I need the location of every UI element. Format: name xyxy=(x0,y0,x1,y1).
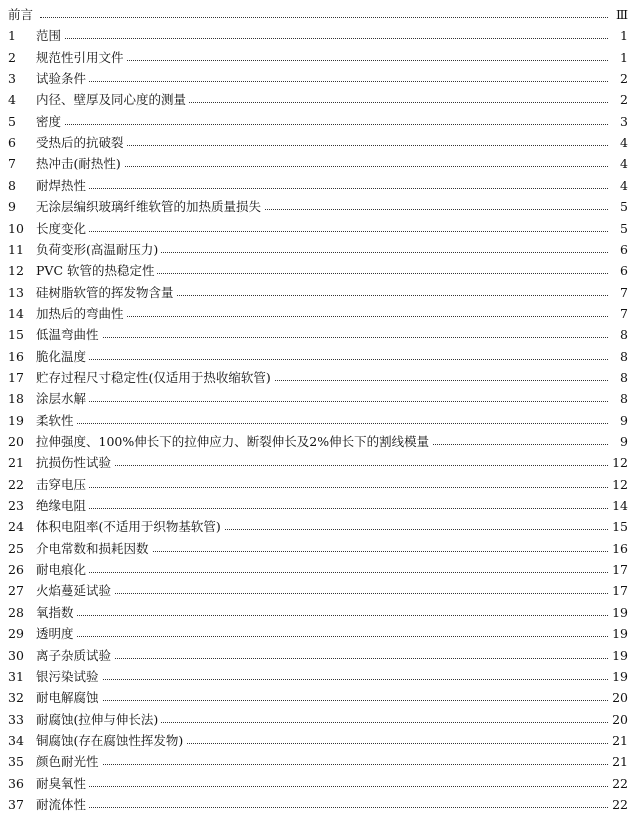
dot-leader xyxy=(40,124,612,125)
toc-entry-page: 19 xyxy=(609,602,628,624)
toc-entry-title: 银污染试验 xyxy=(36,666,102,688)
toc-entry-title: 铜腐蚀(存在腐蚀性挥发物) xyxy=(36,730,186,752)
toc-entry-title: 抗损伤性试验 xyxy=(36,452,114,474)
toc-entry[interactable] xyxy=(0,559,638,581)
dot-leader xyxy=(40,487,612,488)
toc-entry-number: 26 xyxy=(8,562,24,578)
toc-entry[interactable] xyxy=(0,47,638,69)
toc-entry-number: 15 xyxy=(8,327,24,343)
toc-entry-title: 耐电痕化 xyxy=(36,559,89,581)
toc-entry[interactable] xyxy=(0,111,638,133)
toc-entry-page: 9 xyxy=(609,431,628,453)
toc-entry-title: 长度变化 xyxy=(36,218,89,240)
toc-entry-page: 22 xyxy=(609,794,628,816)
toc-entry-page: 19 xyxy=(609,623,628,645)
toc-entry-number: 31 xyxy=(8,668,24,684)
toc-entry-number: 25 xyxy=(8,540,24,556)
toc-entry-number: 4 xyxy=(8,92,16,108)
toc-entry[interactable] xyxy=(0,282,638,304)
toc-entry-page: 1 xyxy=(609,47,628,69)
toc-entry-page: 4 xyxy=(609,175,628,197)
dot-leader xyxy=(40,807,612,808)
toc-entry[interactable] xyxy=(0,474,638,496)
toc-entry-page: 7 xyxy=(609,303,628,325)
toc-entry-page: 8 xyxy=(609,388,628,410)
toc-entry-page: 12 xyxy=(609,452,628,474)
dot-leader xyxy=(40,786,612,787)
toc-entry-number: 33 xyxy=(8,711,24,727)
toc-entry-page: 1 xyxy=(609,25,628,47)
toc-entry-page: 8 xyxy=(609,346,628,368)
toc-entry-title: 前言 xyxy=(8,4,36,26)
toc-entry-page: 15 xyxy=(609,516,628,538)
toc-entry[interactable] xyxy=(0,153,638,175)
toc-entry[interactable] xyxy=(0,324,638,346)
toc-entry-page: 3 xyxy=(609,111,628,133)
dot-leader xyxy=(40,615,612,616)
toc-entry[interactable] xyxy=(0,175,638,197)
toc-entry-title: 无涂层编织玻璃纤维软管的加热质量损失 xyxy=(36,196,264,218)
toc-entry-page: 4 xyxy=(609,132,628,154)
toc-entry-title: 贮存过程尺寸稳定性(仅适用于热收缩软管) xyxy=(36,367,274,389)
toc-entry-page: 6 xyxy=(609,260,628,282)
toc-entry-title: 拉伸强度、100%伸长下的拉伸应力、断裂伸长及2%伸长下的割线模量 xyxy=(36,431,432,453)
toc-entry[interactable] xyxy=(0,303,638,325)
toc-entry-title: 耐流体性 xyxy=(36,794,89,816)
toc-entry-number: 32 xyxy=(8,690,24,706)
toc-entry-page: 2 xyxy=(609,89,628,111)
toc-entry-title: 透明度 xyxy=(36,623,77,645)
toc-entry-page: 19 xyxy=(609,645,628,667)
toc-entry[interactable] xyxy=(0,645,638,667)
toc-entry[interactable] xyxy=(0,25,638,47)
toc-entry[interactable] xyxy=(0,68,638,90)
toc-entry-title: 介电常数和损耗因数 xyxy=(36,538,152,560)
toc-entry[interactable] xyxy=(0,218,638,240)
toc-entry[interactable] xyxy=(0,687,638,709)
dot-leader xyxy=(40,81,612,82)
dot-leader xyxy=(40,636,612,637)
toc-entry-number: 17 xyxy=(8,369,24,385)
dot-leader xyxy=(40,572,612,573)
dot-leader xyxy=(40,764,612,765)
toc-entry-title: 热冲击(耐热性) xyxy=(36,153,124,175)
toc-entry-number: 21 xyxy=(8,455,24,471)
toc-entry-title: 耐焊热性 xyxy=(36,175,89,197)
toc-entry-number: 24 xyxy=(8,519,24,535)
toc-entry[interactable] xyxy=(0,346,638,368)
dot-leader xyxy=(40,508,612,509)
dot-leader xyxy=(40,593,612,594)
toc-entry-title: 范围 xyxy=(36,25,64,47)
toc-entry-number: 2 xyxy=(8,49,16,65)
toc-entry-title: 氧指数 xyxy=(36,602,77,624)
dot-leader xyxy=(40,166,612,167)
toc-entry-page: 14 xyxy=(609,495,628,517)
toc-entry-title: 硅树脂软管的挥发物含量 xyxy=(36,282,177,304)
toc-entry-title: PVC 软管的热稳定性 xyxy=(36,260,157,282)
toc-entry-number: 37 xyxy=(8,796,24,812)
dot-leader xyxy=(40,188,612,189)
toc-entry-number: 6 xyxy=(8,135,16,151)
toc-entry[interactable] xyxy=(0,452,638,474)
toc-entry-page: 5 xyxy=(609,218,628,240)
toc-entry[interactable] xyxy=(0,602,638,624)
toc-entry-title: 加热后的弯曲性 xyxy=(36,303,127,325)
toc-entry-number: 3 xyxy=(8,71,16,87)
toc-entry-number: 20 xyxy=(8,434,24,449)
dot-leader xyxy=(40,679,612,680)
toc-entry-page: 5 xyxy=(609,196,628,218)
toc-entry-title: 火焰蔓延试验 xyxy=(36,580,114,602)
toc-entry-page: 4 xyxy=(609,153,628,175)
toc-entry[interactable] xyxy=(0,388,638,410)
toc-entry-title: 击穿电压 xyxy=(36,474,89,496)
toc-entry[interactable] xyxy=(0,623,638,645)
dot-leader xyxy=(40,401,612,402)
dot-leader xyxy=(40,17,612,18)
toc-entry[interactable] xyxy=(0,260,638,282)
toc-entry-title: 密度 xyxy=(36,111,64,133)
toc-entry-page: 16 xyxy=(609,538,628,560)
toc-entry-number: 14 xyxy=(8,305,24,321)
toc-entry[interactable] xyxy=(0,410,638,432)
toc-entry-page: 2 xyxy=(609,68,628,90)
toc-entry-title: 低温弯曲性 xyxy=(36,324,102,346)
toc-entry[interactable] xyxy=(0,132,638,154)
toc-entry-page: 9 xyxy=(609,410,628,432)
toc-entry-number: 13 xyxy=(8,284,24,300)
toc-entry-number: 28 xyxy=(8,604,24,620)
toc-entry[interactable] xyxy=(0,751,638,773)
toc-entry-page: 22 xyxy=(609,773,628,795)
toc-entry-page: 17 xyxy=(609,559,628,581)
toc-entry-number: 1 xyxy=(8,28,16,44)
toc-entry-title: 内径、壁厚及同心度的测量 xyxy=(36,89,189,111)
toc-entry-page: 12 xyxy=(609,474,628,496)
toc-entry-title: 离子杂质试验 xyxy=(36,645,114,667)
toc-entry-page: 8 xyxy=(609,324,628,346)
toc-entry-title: 脆化温度 xyxy=(36,346,89,368)
toc-entry-title: 试验条件 xyxy=(36,68,89,90)
toc-entry[interactable] xyxy=(0,4,638,26)
toc-entry-page: 6 xyxy=(609,239,628,261)
toc-entry[interactable] xyxy=(0,709,638,731)
toc-entry[interactable] xyxy=(0,730,638,752)
toc-entry-number: 23 xyxy=(8,498,24,514)
toc-entry-title: 耐臭氧性 xyxy=(36,773,89,795)
toc-entry[interactable] xyxy=(0,495,638,517)
toc-entry[interactable] xyxy=(0,431,638,453)
toc-entry-number: 12 xyxy=(8,263,24,279)
toc-entry-title: 耐腐蚀(拉伸与伸长法) xyxy=(36,709,161,731)
toc-entry[interactable] xyxy=(0,538,638,560)
toc-entry-title: 受热后的抗破裂 xyxy=(36,132,127,154)
toc-entry-title: 体积电阻率(不适用于织物基软管) xyxy=(36,516,224,538)
toc-entry-number: 5 xyxy=(8,113,16,129)
toc-entry-number: 19 xyxy=(8,412,24,428)
toc-entry-number: 36 xyxy=(8,775,24,791)
toc-entry-number: 35 xyxy=(8,754,24,770)
toc-entry-page: 20 xyxy=(609,687,628,709)
toc-entry-number: 18 xyxy=(8,391,24,407)
toc-entry-title: 颜色耐光性 xyxy=(36,751,102,773)
toc-entry[interactable] xyxy=(0,196,638,218)
toc-entry[interactable] xyxy=(0,239,638,261)
toc-entry-page: 7 xyxy=(609,282,628,304)
dot-leader xyxy=(40,700,612,701)
toc-entry-page: 21 xyxy=(609,751,628,773)
toc-entry-number: 29 xyxy=(8,626,24,642)
dot-leader xyxy=(40,359,612,360)
toc-entry-page: Ⅲ xyxy=(609,4,628,26)
toc-entry-number: 7 xyxy=(8,156,16,172)
dot-leader xyxy=(40,658,612,659)
toc-entry[interactable] xyxy=(0,89,638,111)
toc-entry-number: 27 xyxy=(8,583,24,599)
toc-entry[interactable] xyxy=(0,367,638,389)
toc-entry-page: 17 xyxy=(609,580,628,602)
toc-entry[interactable] xyxy=(0,580,638,602)
toc-entry[interactable] xyxy=(0,516,638,538)
toc-entry-page: 20 xyxy=(609,709,628,731)
dot-leader xyxy=(40,38,612,39)
toc-entry-number: 9 xyxy=(8,199,16,215)
toc-entry-page: 8 xyxy=(609,367,628,389)
toc-entry-number: 34 xyxy=(8,732,24,748)
toc-entry-number: 10 xyxy=(8,220,24,236)
toc-entry-number: 16 xyxy=(8,348,24,364)
toc-entry-number: 8 xyxy=(8,177,16,193)
toc-entry-number: 11 xyxy=(8,241,24,257)
toc-entry-title: 柔软性 xyxy=(36,410,77,432)
toc-entry-title: 绝缘电阻 xyxy=(36,495,89,517)
toc-entry-title: 耐电解腐蚀 xyxy=(36,687,102,709)
toc-entry[interactable] xyxy=(0,773,638,795)
toc-entry-page: 19 xyxy=(609,666,628,688)
dot-leader xyxy=(40,337,612,338)
toc-entry-number: 30 xyxy=(8,647,24,663)
toc-entry-page: 21 xyxy=(609,730,628,752)
toc-entry-number: 22 xyxy=(8,476,24,492)
toc-entry-title: 负荷变形(高温耐压力) xyxy=(36,239,161,261)
toc-entry[interactable] xyxy=(0,666,638,688)
dot-leader xyxy=(40,231,612,232)
dot-leader xyxy=(40,465,612,466)
toc-entry-title: 涂层水解 xyxy=(36,388,89,410)
toc-entry-title: 规范性引用文件 xyxy=(36,47,127,69)
dot-leader xyxy=(40,423,612,424)
